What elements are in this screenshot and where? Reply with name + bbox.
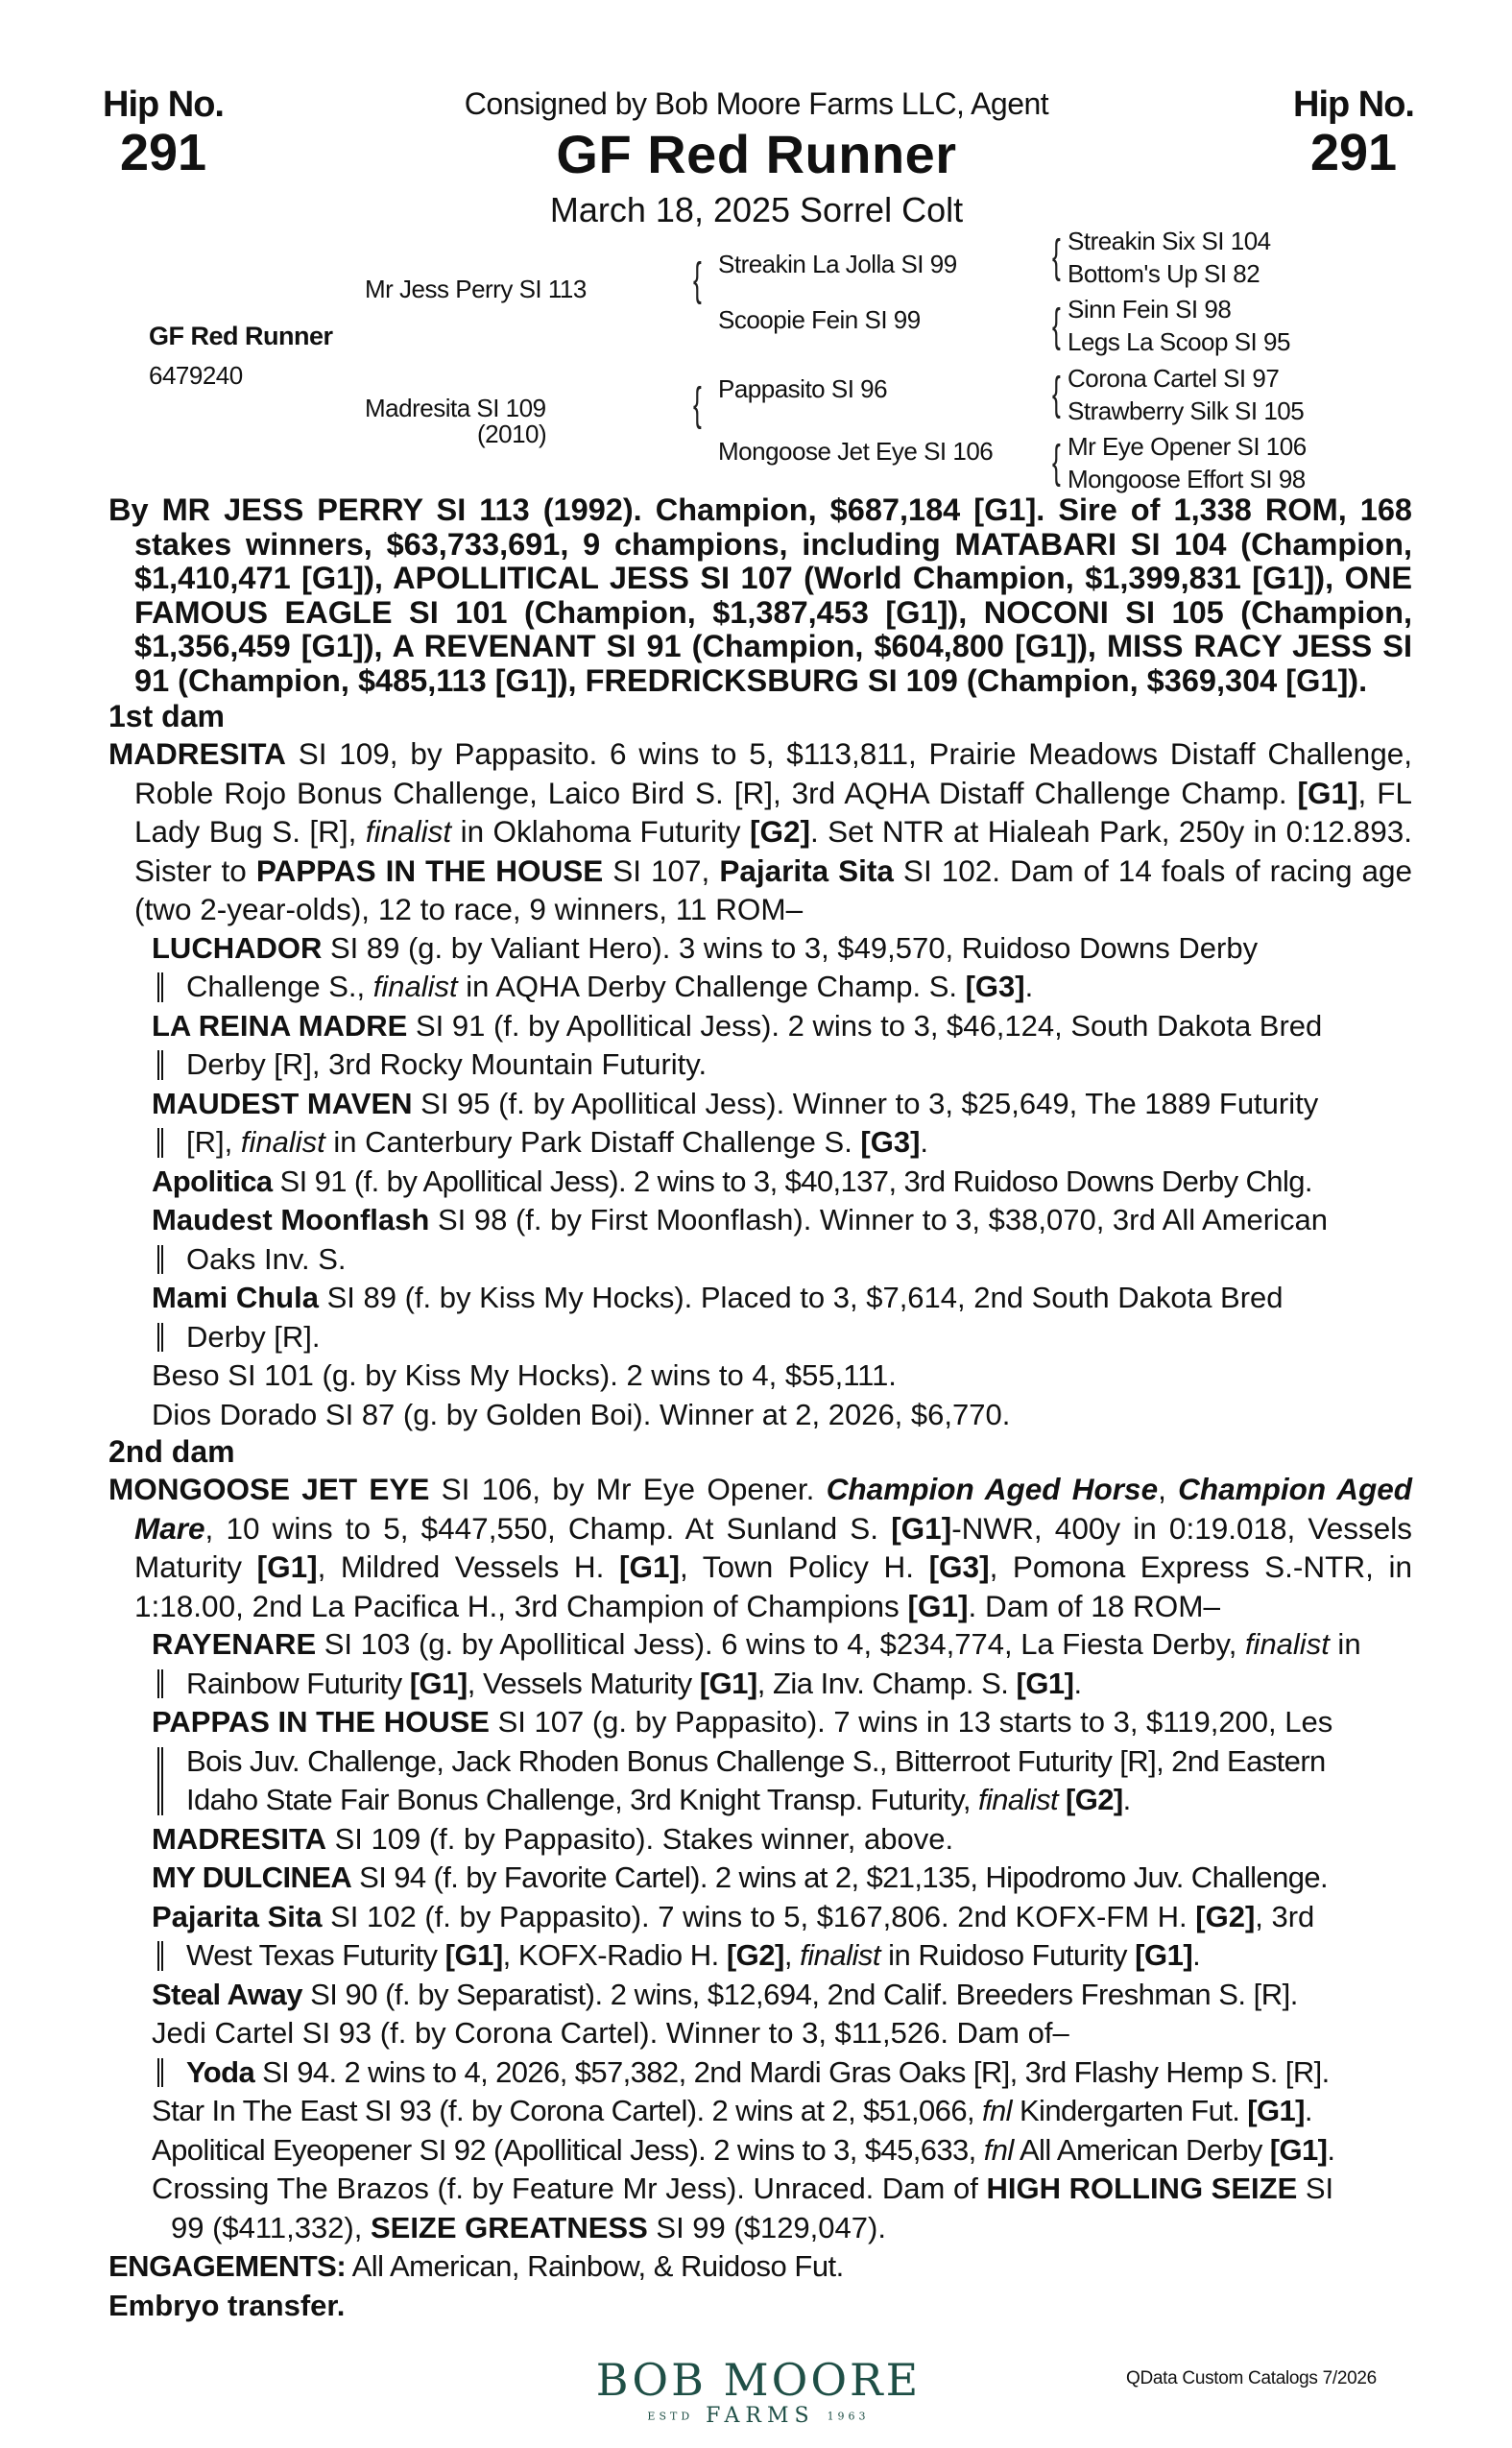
pedigree-registration: 6479240 — [149, 361, 243, 390]
brace: { — [693, 254, 702, 305]
brace: { — [1052, 437, 1061, 488]
first-dam-paragraph: MADRESITA SI 109, by Pappasito. 6 wins to 5, $113,811, Prairie Meadows Distaff Challenge, Roble Rojo Bonus Challenge, Laico Bird S. [R], 3rd AQHA Distaff Challenge Champ. [G1], FL Lady Bug S. [R], finalist in Oklahoma Futurity [G2]. Set NTR at Hialeah Park, 250y in 0:12.893. Sister to PAPPAS IN THE HOUSE SI 107, Pajarita Sita SI 102. Dam of 14 foals of racing age (two 2-year-olds), 12 to race, 9 winners, 11 ROM– — [108, 736, 1413, 926]
produce-record: Dios Dorado SI 87 (g. by Golden Boi). Winner at 2, 2026, $6,770. — [152, 1397, 1011, 1431]
produce-record-continued: [R], finalist in Canterbury Park Distaff Challenge S. [G3]. — [152, 1123, 1412, 1163]
logo-wordmark: BOB MOORE — [595, 2354, 922, 2406]
pedigree-g8: Mongoose Effort SI 98 — [1068, 465, 1306, 493]
consignor: Consigned by Bob Moore Farms LLC, Agent — [464, 86, 1049, 121]
horse-name: GF Red Runner — [556, 124, 957, 184]
produce-record: Mami Chula SI 89 (f. by Kiss My Hocks). Placed to 3, $7,614, 2nd South Dakota Bred — [152, 1281, 1284, 1314]
second-dam-name: MONGOOSE JET EYE — [108, 1472, 430, 1506]
produce-record-continued: West Texas Futurity [G1], KOFX-Radio H. [G2], finalist in Ruidoso Futurity [G1]. — [152, 1936, 1412, 1976]
pedigree-g6: Strawberry Silk SI 105 — [1068, 396, 1305, 425]
catalog-body — [108, 493, 1412, 2325]
pedigree-dam-dam: Mongoose Jet Eye SI 106 — [718, 437, 994, 466]
produce-record: RAYENARE SI 103 (g. by Apollitical Jess). 6 wins to 4, $234,774, La Fiesta Derby, finalist in — [152, 1627, 1361, 1661]
pedigree-g1: Streakin Six SI 104 — [1068, 227, 1271, 255]
pedigree-dam-sire: Pappasito SI 96 — [718, 374, 888, 403]
embryo-note: Embryo transfer. — [108, 2288, 346, 2322]
produce-record: Pajarita Sita SI 102 (f. by Pappasito). 7 wins to 5, $167,806. 2nd KOFX-FM H. [G2], 3rd — [152, 1899, 1315, 1933]
second-dam-produce-list — [108, 1625, 1412, 2247]
produce-record: MAUDEST MAVEN SI 95 (f. by Apollitical Jess). Winner to 3, $25,649, The 1889 Futurity — [152, 1086, 1319, 1120]
farm-logo: BOB MOORE ESTD FARMS 1963 — [538, 2354, 979, 2428]
produce-record-continued: Challenge S., finalist in AQHA Derby Challenge Champ. S. [G3]. — [152, 968, 1412, 1007]
produce-record: Maudest Moonflash SI 98 (f. by First Moonflash). Winner to 3, $38,070, 3rd All American — [152, 1203, 1328, 1236]
pedigree-sire: Mr Jess Perry SI 113 — [365, 275, 587, 303]
produce-record: LUCHADOR SI 89 (g. by Valiant Hero). 3 wins to 3, $49,570, Ruidoso Downs Derby — [152, 930, 1259, 965]
first-dam-heading: 1st dam — [108, 699, 225, 733]
engagements: ENGAGEMENTS: All American, Rainbow, & Ruidoso Fut. — [108, 2249, 844, 2283]
produce-record: Apolitica SI 91 (f. by Apollitical Jess). 2 wins to 3, $40,137, 3rd Ruidoso Downs Derby Chlg. — [152, 1164, 1312, 1198]
produce-record: LA REINA MADRE SI 91 (f. by Apollitical Jess). 2 wins to 3, $46,124, South Dakota Bred — [152, 1008, 1323, 1043]
pedigree-sire-dam: Scoopie Fein SI 99 — [718, 305, 921, 334]
hip-number: 291 — [119, 124, 207, 181]
produce-record: Crossing The Brazos (f. by Feature Mr Jess). Unraced. Dam of HIGH ROLLING SEIZE SI — [152, 2172, 1334, 2205]
second-dam-heading: 2nd dam — [108, 1434, 235, 1469]
hip-right — [1286, 84, 1421, 180]
brace: { — [1052, 231, 1061, 282]
produce-record: MY DULCINEA SI 94 (f. by Favorite Cartel). 2 wins at 2, $21,135, Hipodromo Juv. Challenge. — [152, 1860, 1329, 1894]
pedigree-dam-year: (2010) — [477, 420, 547, 448]
produce-record-continued: Derby [R], 3rd Rocky Mountain Futurity. — [152, 1045, 1412, 1085]
brace: { — [1052, 300, 1061, 351]
catalog-credit: QData Custom Catalogs 7/2026 — [1126, 2368, 1377, 2388]
pedigree-g3: Sinn Fein SI 98 — [1068, 295, 1232, 324]
pedigree-subject: GF Red Runner — [149, 322, 333, 350]
produce-record-continued: Bois Juv. Challenge, Jack Rhoden Bonus Challenge S., Bitterroot Futurity [R], 2nd Eastern Idaho State Fair Bonus Challenge, 3rd Knight Transp. Futurity, finalist [G2]. — [152, 1742, 1412, 1820]
pedigree-sire-sire: Streakin La Jolla SI 99 — [718, 250, 957, 278]
foaling-info: March 18, 2025 Sorrel Colt — [549, 190, 964, 229]
produce-record: MADRESITA SI 109 (f. by Pappasito). Stakes winner, above. — [152, 1821, 954, 1856]
produce-record-continued: Derby [R]. — [152, 1318, 1412, 1357]
second-dam-paragraph: MONGOOSE JET EYE SI 106, by Mr Eye Opener. Champion Aged Horse, Champion Aged Mare, 10 wins to 5, $447,550, Champ. At Sunland S. [G1]-NWR, 400y in 0:19.018, Vessels Maturity [G1], Mildred Vessels H. [G1], Town Policy H. [G3], Pomona Express S.-NTR, in 1:18.00, 2nd La Pacifica H., 3rd Champion of Champions [G1]. Dam of 18 ROM– — [108, 1472, 1412, 1623]
sire-summary: By MR JESS PERRY SI 113 (1992). Champion, $687,184 [G1]. Sire of 1,338 ROM, 168 stakes winners, $63,733,691, 9 champions, including MATABARI SI 104 (Champion, $1,410,471 [G1]), APOLLITICAL JESS SI 107 (World Champion, $1,399,831 [G1]), ONE FAMOUS EAGLE SI 101 (Champion, $1,387,453 [G1]), NOCONI SI 105 (Champion, $1,356,459 [G1]), A REVENANT SI 91 (Champion, $604,800 [G1]), MISS RACY JESS SI 91 (Champion, $485,113 [G1]), FREDRICKSBURG SI 109 (Champion, $369,304 [G1]). — [108, 492, 1412, 698]
produce-record-continued: Oaks Inv. S. — [152, 1240, 1412, 1280]
pedigree-g5: Corona Cartel SI 97 — [1068, 364, 1280, 393]
produce-record-continued: Rainbow Futurity [G1], Vessels Maturity [G1], Zia Inv. Champ. S. [G1]. — [152, 1665, 1412, 1704]
pedigree-dam: Madresita SI 109 — [365, 394, 546, 422]
produce-record-continued: 99 ($411,332), SEIZE GREATNESS SI 99 ($129,047). — [171, 2210, 886, 2244]
produce-record: Apolitical Eyeopener SI 92 (Apollitical Jess). 2 wins to 3, $45,633, fnl All American Derby [G1]. — [152, 2132, 1335, 2167]
grandproduce-record: Yoda SI 94. 2 wins to 4, 2026, $57,382, 2nd Mardi Gras Oaks [R], 3rd Flashy Hemp S. [R]. — [152, 2053, 1412, 2093]
produce-record: PAPPAS IN THE HOUSE SI 107 (g. by Pappasito). 7 wins in 13 starts to 3, $119,200, Les — [152, 1705, 1333, 1739]
first-dam-produce-list — [108, 929, 1412, 1435]
brace: { — [1052, 369, 1061, 420]
logo-farms: FARMS — [706, 2404, 815, 2428]
pedigree-g7: Mr Eye Opener SI 106 — [1068, 432, 1307, 461]
brace: { — [693, 379, 702, 430]
pedigree-g4: Legs La Scoop SI 95 — [1068, 327, 1290, 356]
hip-left — [96, 84, 230, 180]
pedigree-g2: Bottom's Up SI 82 — [1068, 259, 1260, 288]
hip-number: 291 — [1309, 124, 1398, 181]
produce-record: Star In The East SI 93 (f. by Corona Cartel). 2 wins at 2, $51,066, fnl Kindergarten Fut. [G1]. — [152, 2094, 1312, 2127]
hip-label: Hip No. — [1293, 84, 1414, 125]
produce-record: Beso SI 101 (g. by Kiss My Hocks). 2 wins to 4, $55,111. — [152, 1358, 897, 1392]
hip-label: Hip No. — [103, 84, 224, 125]
produce-record: Steal Away SI 90 (f. by Separatist). 2 wins, $12,694, 2nd Calif. Breeders Freshman S. [R]. — [152, 1977, 1298, 2011]
first-dam-name: MADRESITA — [108, 736, 286, 771]
produce-record: Jedi Cartel SI 93 (f. by Corona Cartel). Winner to 3, $11,526. Dam of– — [152, 2016, 1069, 2050]
